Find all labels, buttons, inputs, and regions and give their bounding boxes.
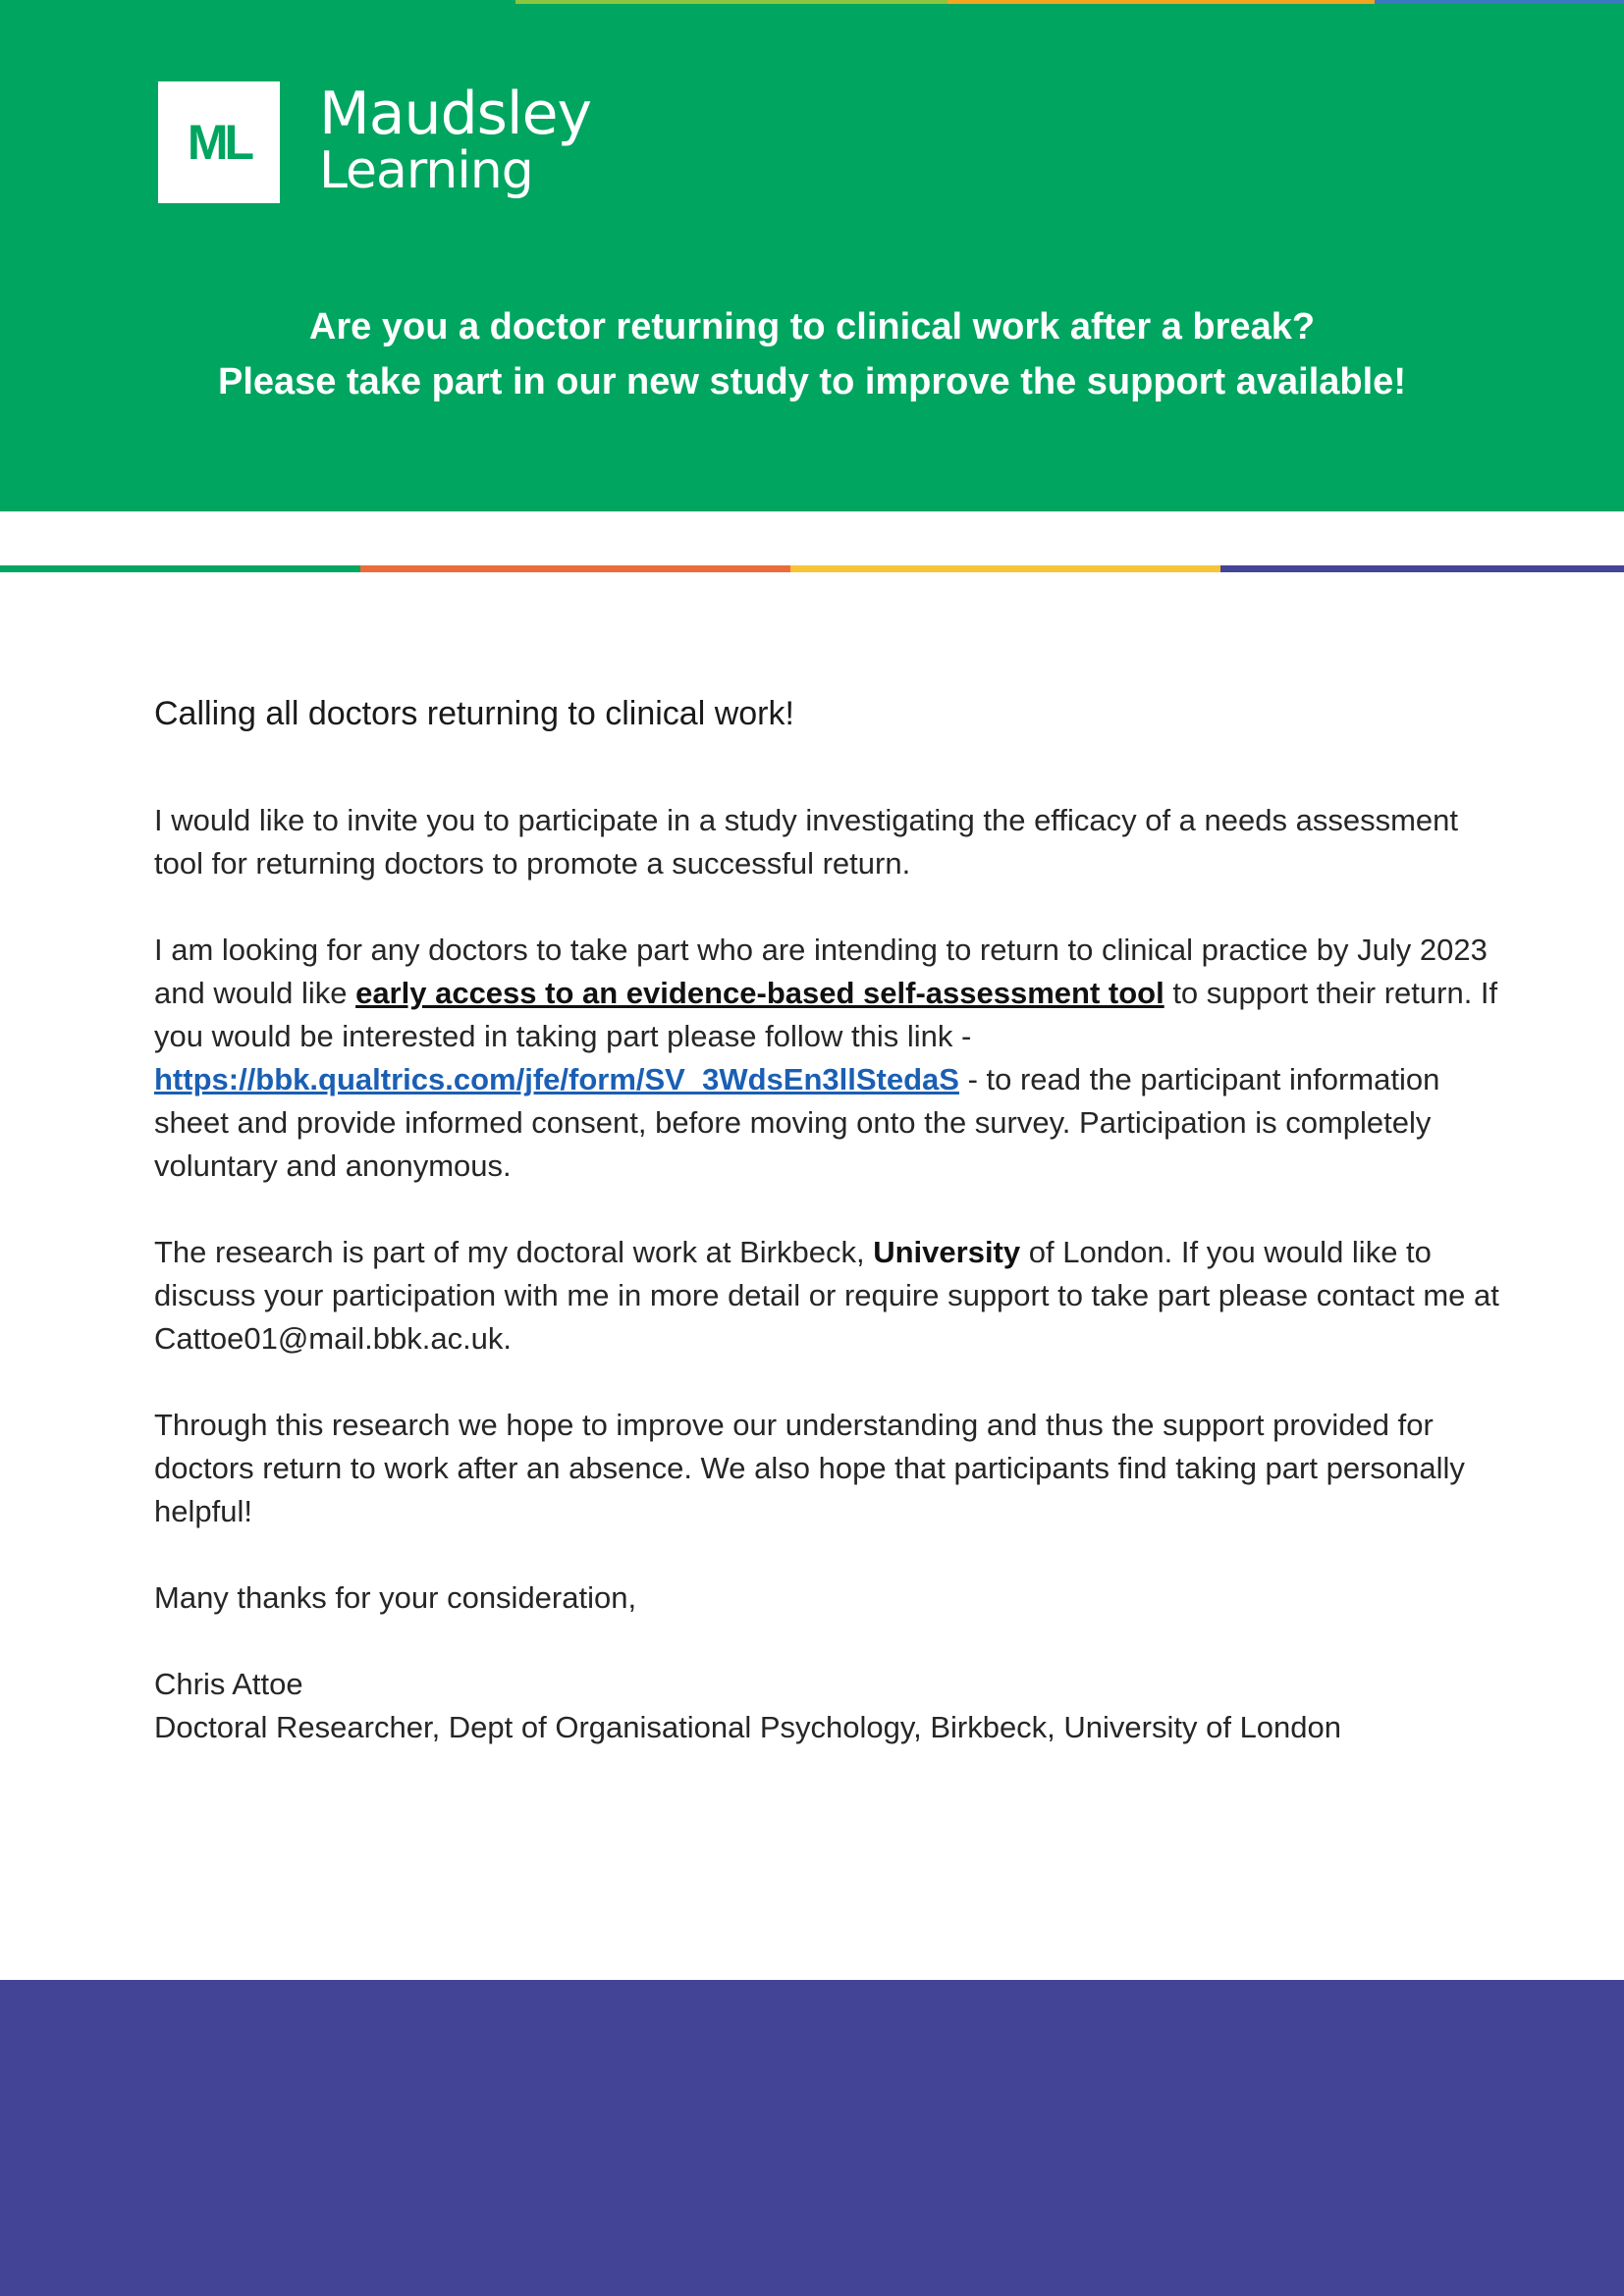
paragraph-recruitment [154,929,1499,1188]
subheading: Calling all doctors returning to clinical work! [154,695,794,732]
letter-body [154,687,1499,1749]
bold-text: University [873,1235,1021,1269]
paragraph-research [154,1231,1499,1361]
headline-line-2: Please take part in our new study to improve the support available! [218,361,1406,402]
paragraph-aims: Through this research we hope to improve our understanding and thus the support provided for doctors return to work after an absence. We also hope that participants find taking part personally helpful! [154,1408,1465,1528]
header-banner [0,0,1624,511]
stripe [1375,0,1624,4]
text: to support their return. If you would be interested in taking part please follow this link - [154,976,1498,1053]
footer-banner [0,1980,1624,2296]
stripe [515,0,947,4]
divider-yellow [790,565,1220,572]
logo-line-1: Maudsley [319,80,591,148]
signature-name: Chris Attoe [154,1667,303,1701]
text: I am looking for any doctors to take part who are intending to return to clinical practice by July 2023 and would like [154,933,1488,1010]
divider-green [0,565,360,572]
text: The research is part of my doctoral work at Birkbeck, [154,1235,874,1269]
stripe [947,0,1375,4]
top-color-stripes [0,0,1624,4]
paragraph-invitation: I would like to invite you to participate in a study investigating the efficacy of a needs assessment tool for returning doctors to promote a successful return. [154,803,1459,881]
headline-line-1: Are you a doctor returning to clinical work after a break? [308,306,1316,347]
signature-title: Doctoral Researcher, Dept of Organisational Psychology, Birkbeck, University of London [154,1710,1342,1744]
logo-wordmark [319,80,591,200]
emphasis-text: early access to an evidence-based self-assessment tool [355,976,1164,1010]
logo-icon [158,81,280,203]
divider-purple [1220,565,1624,572]
logo-line-2: Learning [319,141,533,200]
text: - to read the participant information sheet and provide informed consent, before moving onto the survey. Participation is completely voluntary and anonymous. [154,1062,1440,1183]
survey-link[interactable]: https://bbk.qualtrics.com/jfe/form/SV_3WdsEn3llStedaS [154,1062,959,1096]
logo-mark: ML [187,115,251,170]
color-divider [0,565,1624,572]
headline [0,299,1624,409]
divider-orange [360,565,790,572]
stripe [0,0,515,4]
closing-line: Many thanks for your consideration, [154,1580,637,1615]
text: of London. If you would like to discuss your participation with me in more detail or require support to take part please contact me at Cattoe01@mail.bbk.ac.uk. [154,1235,1499,1356]
